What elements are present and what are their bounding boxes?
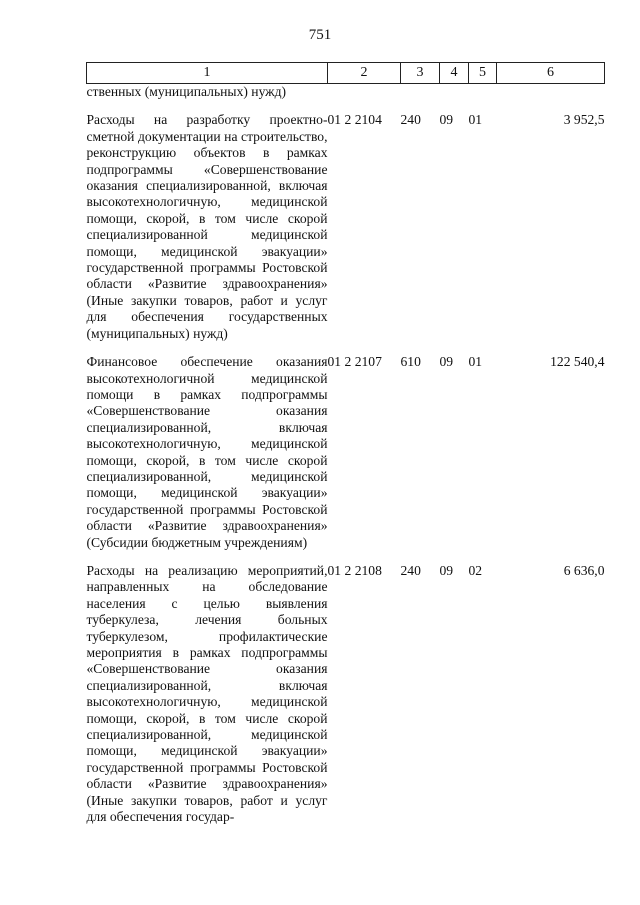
column-header: 1 <box>87 63 328 84</box>
table-row <box>87 112 605 342</box>
row-amount: 122 540,4 <box>550 354 605 370</box>
row-target-article: 01 2 2107 <box>327 354 382 370</box>
row-description: Расходы на реализацию мероприятий, направленных на обследование населения с целью выявления туберкулеза, лечения больных туберкулезом, профилактические мероприятия в рамках подпрограммы «Совершенствование оказания специализированной, включая высокотехнологичную, медицинской помощи, скорой, в том числе скорой специализированной, медицинской помощи, медицинской эвакуации» государственной программы Ростовской области «Развитие здравоохранения» (Иные закупки товаров, работ и услуг для обеспечения государ- <box>86 562 328 825</box>
table-row <box>87 354 605 551</box>
row-subsection: 02 <box>468 562 483 578</box>
table-header-row <box>87 63 605 84</box>
row-section: 09 <box>439 354 454 370</box>
row-description: Расходы на разработку проектно-сметной документации на строительство, реконструкцию объектов в рамках подпрограммы «Совершенствование оказания специализированной, включая высокотехнологичную, медицинской помощи, скорой, в том числе скорой специализированной медицинской помощи, медицинской эвакуации» государственной программы Ростовской области «Развитие здравоохранения» (Иные закупки товаров, работ и услуг для обеспечения государственных (муниципальных) нужд) <box>86 112 328 341</box>
row-amount: 6 636,0 <box>563 562 605 578</box>
column-header: 2 <box>328 63 401 84</box>
column-header: 6 <box>497 63 605 84</box>
budget-table <box>86 62 605 825</box>
column-header: 4 <box>440 63 469 84</box>
row-expense-type: 610 <box>400 354 421 370</box>
row-subsection: 01 <box>468 112 483 128</box>
continuation-text: ственных (муниципальных) нужд) <box>86 84 287 99</box>
column-header: 5 <box>469 63 497 84</box>
row-description: Финансовое обеспечение оказания высокотехнологичной медицинской помощи в рамках подпрограммы «Совершенствование оказания специализированной, включая высокотехнологичную, медицинской помощи, скорой, в том числе скорой специализированной, медицинской помощи, медицинской эвакуации» государственной программы Ростовской области «Развитие здравоохранения» (Субсидии бюджетным учреждениям) <box>86 354 328 550</box>
row-expense-type: 240 <box>400 562 421 578</box>
row-target-article: 01 2 2104 <box>327 112 382 128</box>
row-section: 09 <box>439 562 454 578</box>
row-amount: 3 952,5 <box>563 112 605 128</box>
row-subsection: 01 <box>468 354 483 370</box>
continuation-row <box>87 84 605 101</box>
table-row <box>87 563 605 826</box>
row-expense-type: 240 <box>400 112 421 128</box>
page-number: 751 <box>308 27 332 43</box>
column-header: 3 <box>401 63 440 84</box>
row-section: 09 <box>439 112 454 128</box>
row-target-article: 01 2 2108 <box>327 562 382 578</box>
